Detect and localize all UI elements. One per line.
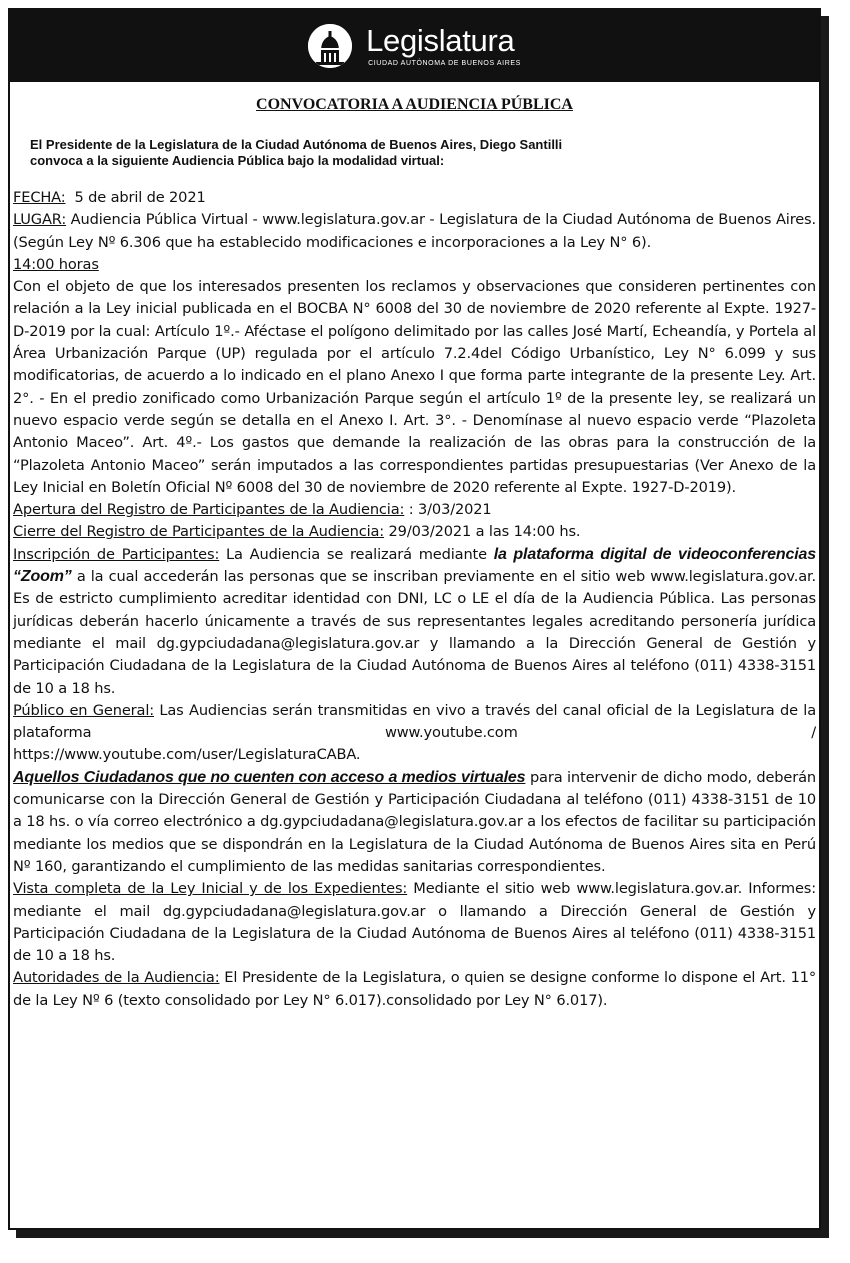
apertura-label: Apertura del Registro de Participantes de la Audiencia: [13,501,405,519]
intro-line-1: El Presidente de la Legislatura de la Ciudad Autónoma de Buenos Aires, Diego Santilli [30,137,563,152]
lugar-paragraph [13,209,816,254]
hora-paragraph [13,254,816,276]
youtube-url: https://www.youtube.com/user/LegislaturaCABA. [13,746,361,764]
apertura-value: : 3/03/2021 [404,501,492,519]
fecha-value: 5 de abril de 2021 [65,189,206,206]
inscripcion-paragraph [13,544,816,700]
vista-label: Vista completa de la Ley Inicial y de los Expedientes: [13,880,408,898]
hora-value: 14:00 horas [13,255,99,273]
logo-text [366,25,521,67]
ciudadanos-paragraph [13,767,816,878]
inscripcion-text-2: a la cual accederán las personas que se inscriban previamente en el sitio web www.legislatura.gov.ar. Es de estricto cumplimiento acreditar identidad con DNI, LC o LE el día de la Audiencia Pública. Las personas jurídicas deberán hacerlo únicamente a través de sus representantes legales acreditando personería jurídica mediante el mail dg.gypciudadana@legislatura.gov.ar y llamando a la Dirección General de Gestión y Participación Ciudadana de la Legislatura de la Ciudad Autónoma de Buenos Aires al teléfono (011) 4338-3151 de 10 a 18 hs. [13,568,816,697]
vista-text: Mediante el sitio web www.legislatura.gov.ar. Informes: mediante el mail dg.gypciudadana@legislatura.gov.ar o llamando a Dirección General de Gestión y Participación Ciudadana de la Legislatura de la Ciudad Autónoma de Buenos Aires al teléfono (011) 4338-3151 de 10 a 18 hs. [13,880,816,965]
intro-text [30,137,799,169]
autoridades-text: El Presidente de la Legislatura, o quien se designe conforme lo dispone el Art. 11° de la Ley Nº 6 (texto consolidado por Ley N° 6.017).consolidado por Ley N° 6.017). [13,969,816,1009]
ciudadanos-text: para intervenir de dicho modo, deberán comunicarse con la Dirección General de Gestión y Participación Ciudadana al teléfono (011) 4338-3151 de 10 a 18 hs. o vía correo electrónico a dg.gypciudadana@legislatura.gov.ar a los efectos de facilitar su participación mediante los medios que se dispondrán en la Legislatura de la Ciudad Autónoma de Buenos Aires sita en Perú Nº 160, garantizando el cumplimiento de las medidas sanitarias correspondientes. [13,768,816,875]
cierre-label: Cierre del Registro de Participantes de la Audiencia: [13,523,385,541]
legislatura-logo [308,24,521,68]
notice-frame [8,8,821,1230]
page-title: CONVOCATORIA A AUDIENCIA PÚBLICA [256,96,573,113]
dome-icon [308,24,352,68]
publico-paragraph [13,700,816,745]
brand-subtitle: CIUDAD AUTÓNOMA DE BUENOS AIRES [368,60,521,67]
autoridades-label: Autoridades de la Audiencia: [13,969,220,987]
apertura-paragraph [13,499,816,521]
lugar-value: Audiencia Pública Virtual - www.legislatura.gov.ar - Legislatura de la Ciudad Autónoma de Buenos Aires. (Según Ley Nº 6.306 que ha establecido modificaciones e incorporaciones a la Ley N° 6). [13,211,816,251]
lugar-label: LUGAR: [13,211,67,229]
header-banner [10,10,819,82]
brand-name: Legislatura [366,23,515,58]
intro-line-2: convoca a la siguiente Audiencia Pública bajo la modalidad virtual: [30,153,445,168]
inscripcion-text-1: La Audiencia se realizará mediante [219,545,494,563]
cierre-paragraph [13,521,816,543]
fecha-label: FECHA: [13,189,66,206]
ciudadanos-highlight: Aquellos Ciudadanos que no cuenten con acceso a medios virtuales [13,768,526,786]
objeto-paragraph: Con el objeto de que los interesados presenten los reclamos y observaciones que consideren pertinentes con relación a la Ley inicial publicada en el BOCBA N° 6008 del 30 de noviembre de 2020 referente al Expte. 1927-D-2019 por la cual: Artículo 1º.- Aféctase el polígono delimitado por las calles José Martí, Echeandía, y Portela al Área Urbanización Parque (UP) regulada por el artículo 7.2.4del Código Urbanístico, Ley N° 6.099 y sus modificatorias, de acuerdo a lo indicado en el plano Anexo I que forma parte integrante de la presente Ley. Art. 2°. - En el predio zonificado como Urbanización Parque según el artículo 1º de la presente ley, se realizará un nuevo espacio verde según se detalla en el Anexo I. Art. 3°. - Denomínase al nuevo espacio verde “Plazoleta Antonio Maceo”. Art. 4º.- Los gastos que demande la realización de las obras para la construcción de la “Plazoleta Antonio Maceo” serán imputados a las correspondientes partidas presupuestarias (Ver Anexo de la Ley Inicial en Boletín Oficial Nº 6008 del 30 de noviembre de 2020 referente al Expte. 1927-D-2019). [13,278,816,496]
publico-text-1: Las Audiencias serán transmitidas en vivo a través del canal oficial de la Legislatura de la plataforma www.youtube.com / [13,701,816,742]
inscripcion-label: Inscripción de Participantes: [13,545,220,563]
zoom-highlight: la plataforma digital de videoconferencias “Zoom” [13,545,816,586]
vista-paragraph [13,878,816,967]
publico-label: Público en General: [13,701,154,719]
notice-body [13,187,816,1012]
autoridades-paragraph [13,967,816,1012]
cierre-value: 29/03/2021 a las 14:00 hs. [384,523,581,541]
fecha-paragraph [13,187,816,209]
